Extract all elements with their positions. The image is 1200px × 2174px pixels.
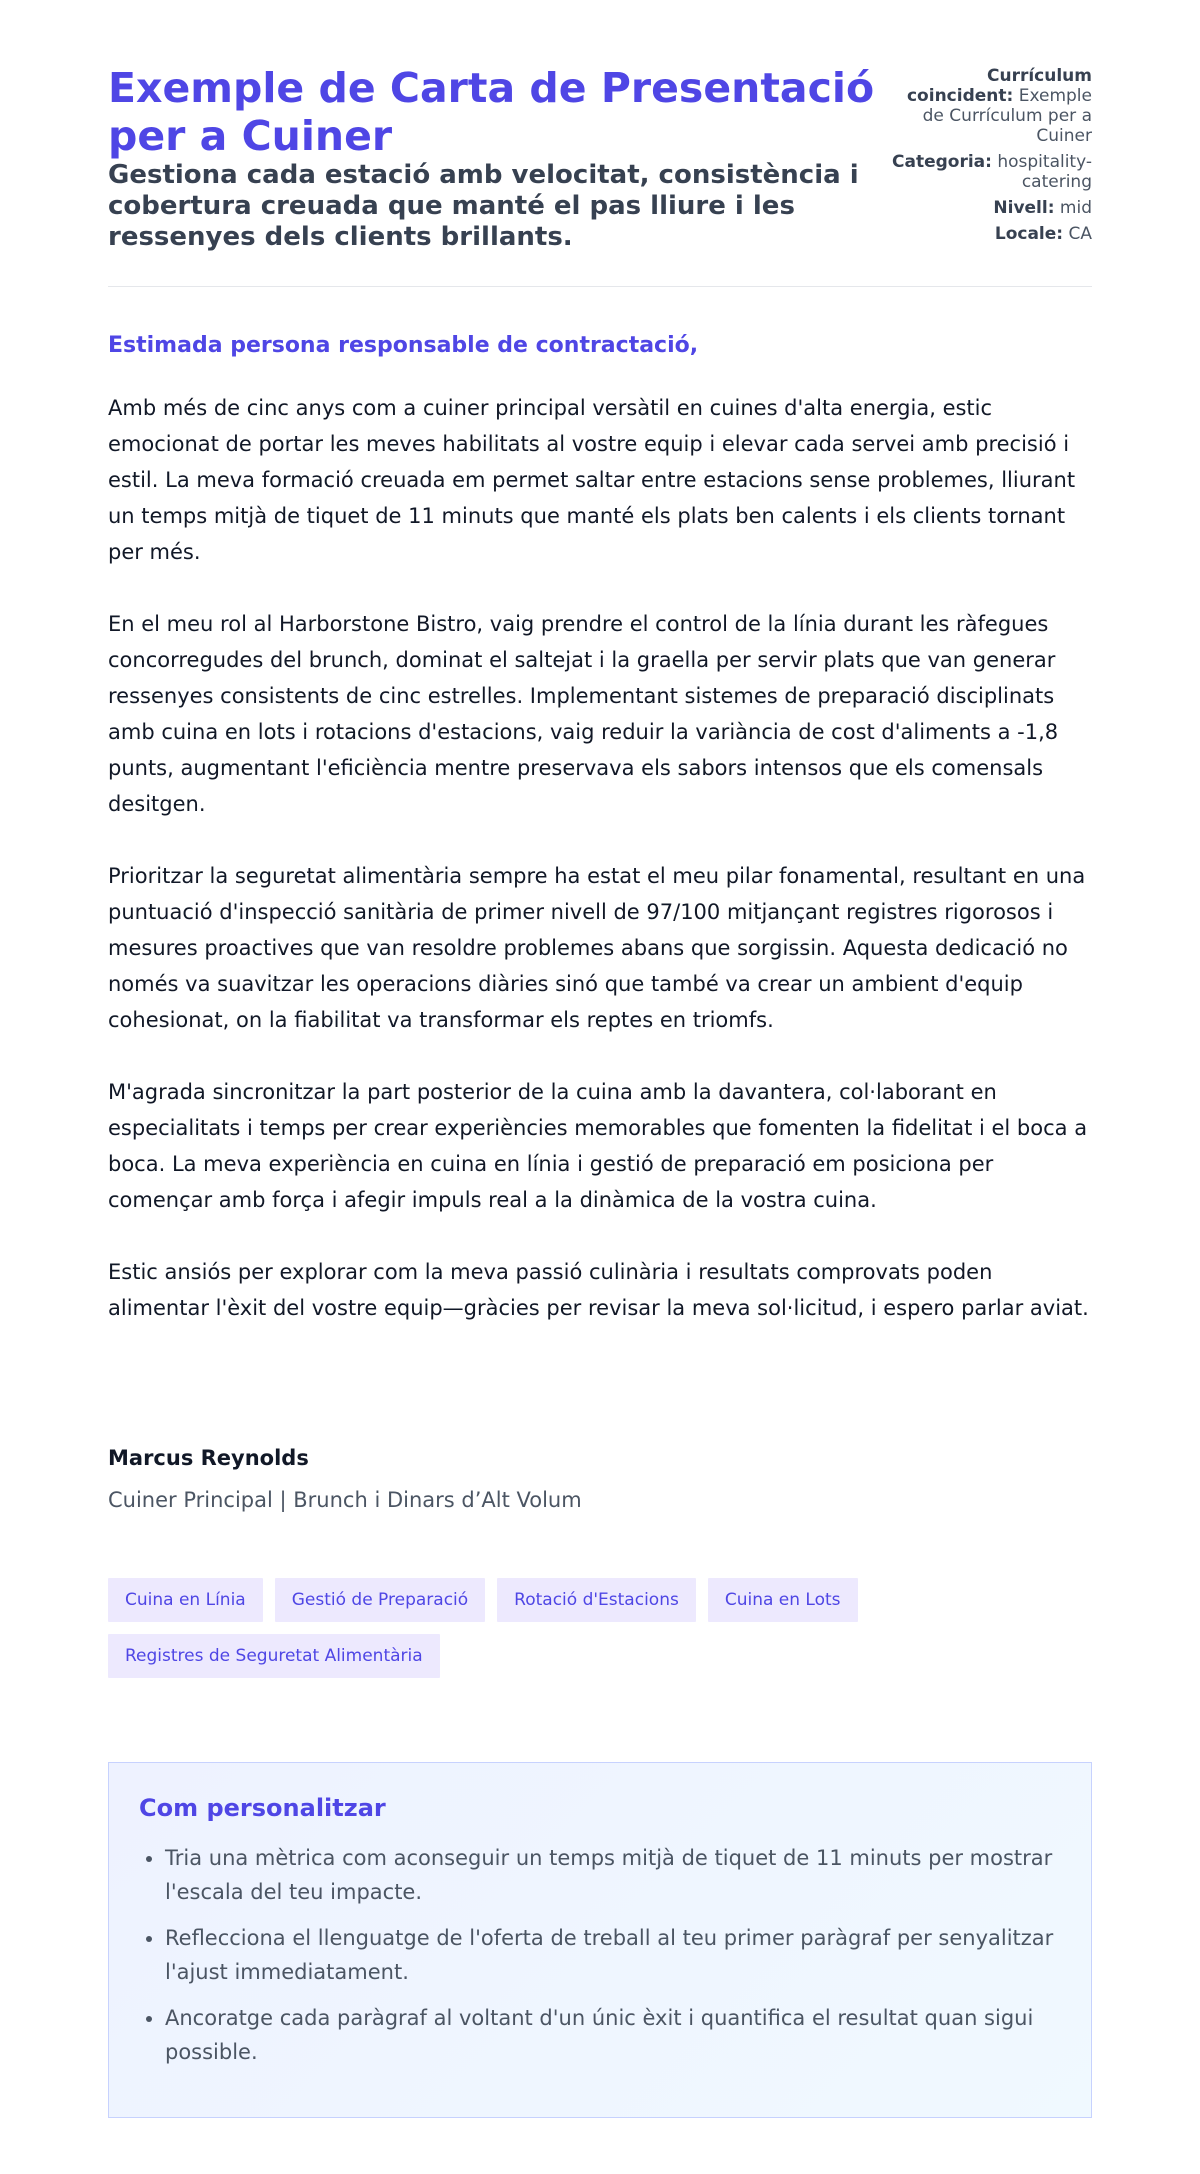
skill-tag: Rotació d'Estacions xyxy=(497,1578,696,1622)
meta-category xyxy=(882,152,1092,192)
letter-paragraph: Amb més de cinc anys com a cuiner principal versàtil en cuines d'alta energia, estic emocionat de portar les meves habilitats al vostre equip i elevar cada servei amb precisió i estil. La meva formació creuada em permet saltar entre estacions sense problemes, lliurant un temps mitjà de tiquet de 11 minuts que manté els plats ben calents i els clients tornant per més. xyxy=(108,396,1076,564)
signature-name: Marcus Reynolds xyxy=(108,1446,309,1470)
page-subtitle: Gestiona cada estació amb velocitat, consistència i cobertura creuada que manté el pas lliure i les ressenyes dels clients brillants. xyxy=(108,160,859,252)
meta-level-label: Nivell: xyxy=(993,198,1055,218)
meta-matching-resume-value: Exemple de Currículum per a Cuiner xyxy=(922,86,1092,146)
meta-level xyxy=(882,198,1092,218)
meta-locale-value: CA xyxy=(1068,224,1092,244)
metadata-panel xyxy=(882,66,1092,250)
meta-locale-label: Locale: xyxy=(994,224,1064,244)
skill-tag: Registres de Seguretat Alimentària xyxy=(108,1634,440,1678)
meta-locale xyxy=(882,224,1092,244)
personalize-title: Com personalitzar xyxy=(139,1794,386,1822)
personalize-tips-list xyxy=(139,1841,1061,2069)
personalize-tip: • Ancoratge cada paràgraf al voltant d'un únic èxit i quantifica el resultat quan sigui possible. xyxy=(165,2001,1061,2069)
meta-matching-resume xyxy=(882,66,1092,146)
letter-salutation: Estimada persona responsable de contractació, xyxy=(108,333,699,358)
skill-tag: Cuina en Línia xyxy=(108,1578,263,1622)
personalize-panel xyxy=(108,1762,1092,2118)
page-title: Exemple de Carta de Presentació per a Cuiner xyxy=(108,64,875,160)
signature-block xyxy=(108,1444,1092,1514)
meta-level-value: mid xyxy=(1059,198,1092,218)
skill-tags xyxy=(108,1578,1092,1678)
meta-category-value: hospitality-catering xyxy=(997,152,1092,192)
letter-paragraph: Prioritzar la seguretat alimentària sempre ha estat el meu pilar fonamental, resultant en una puntuació d'inspecció sanitària de primer nivell de 97/100 mitjançant registres rigorosos i mesures proactives que van resoldre problemes abans que sorgissin. Aquesta dedicació no només va suavitzar les operacions diàries sinó que també va crear un ambient d'equip cohesionat, on la fiabilitat va transformar els reptes en triomfs. xyxy=(108,864,1086,1032)
meta-matching-resume-label: Currículum coincident: xyxy=(906,66,1092,106)
letter-paragraph: Estic ansiós per explorar com la meva passió culinària i resultats comprovats poden alimentar l'èxit del vostre equip—gràcies per revisar la meva sol·licitud, i espero parlar aviat. xyxy=(108,1260,1089,1320)
letter-paragraph: M'agrada sincronitzar la part posterior de la cuina amb la davantera, col·laborant en especialitats i temps per crear experiències memorables que fomenten la fidelitat i el boca a boca. La meva experiència en cuina en línia i gestió de preparació em posiciona per començar amb força i afegir impuls real a la dinàmica de la vostra cuina. xyxy=(108,1080,1088,1212)
personalize-tip: • Tria una mètrica com aconseguir un temps mitjà de tiquet de 11 minuts per mostrar l'escala del teu impacte. xyxy=(165,1841,1061,1909)
skill-tag: Gestió de Preparació xyxy=(275,1578,485,1622)
signature-role: Cuiner Principal | Brunch i Dinars d’Alt Volum xyxy=(108,1488,582,1512)
meta-category-label: Categoria: xyxy=(892,152,992,172)
letter-body xyxy=(108,390,1092,1362)
page-header xyxy=(108,64,1092,287)
personalize-tip: • Reflecciona el llenguatge de l'oferta de treball al teu primer paràgraf per senyalitzar l'ajust immediatament. xyxy=(165,1921,1061,1989)
skill-tag: Cuina en Lots xyxy=(708,1578,858,1622)
letter-paragraph: En el meu rol al Harborstone Bistro, vaig prendre el control de la línia durant les ràfegues concorregudes del brunch, dominat el saltejat i la graella per servir plats que van generar ressenyes consistents de cinc estrelles. Implementant sistemes de preparació disciplinats amb cuina en lots i rotacions d'estacions, vaig reduir la variància de cost d'aliments a -1,8 punts, augmentant l'eficiència mentre preservava els sabors intensos que els comensals desitgen. xyxy=(108,612,1059,816)
